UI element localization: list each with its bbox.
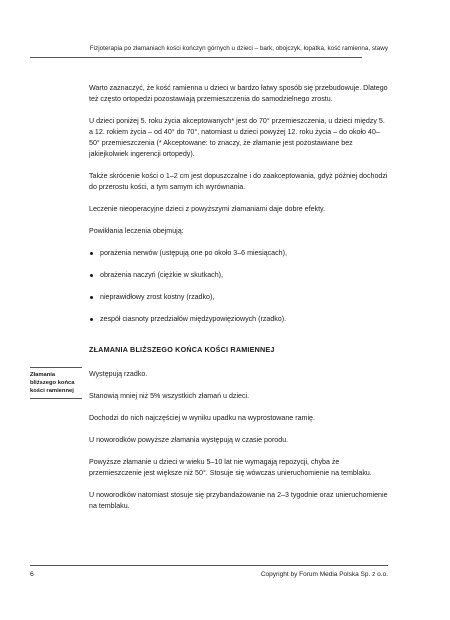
header-divider	[30, 57, 362, 58]
paragraph: Także skrócenie kości o 1–2 cm jest dopuszczalne i do zaakceptowania, gdyż później dochodzi do przerostu kości, a tym samym ich wyrównania.	[89, 172, 388, 191]
page-number: 6	[30, 571, 34, 578]
running-header: Fizjoterapia po złamaniach kości kończyn górnych u dzieci – bark, obojczyk, łopatka, kość ramienna, stawy	[89, 45, 388, 52]
list-item: nieprawidłowy zrost kostny (rzadko),	[89, 292, 389, 303]
list-item: porażenia nerwów (ustępują one po około 3–6 miesiącach),	[89, 248, 389, 259]
paragraph: Występują rzadko.	[89, 370, 148, 378]
margin-note: Złamania bliższego końca kości ramiennej	[30, 367, 82, 399]
section-text	[89, 369, 389, 523]
complications-list	[89, 248, 389, 325]
paragraph: Warto zaznaczyć, że kość ramienna u dzieci w bardzo łatwy sposób się przebudowuje. Dlatego też często ortopedzi pozostawiają przemieszczenia do samodzielnego zrostu.	[89, 84, 388, 103]
paragraph: U dzieci poniżej 5. roku życia akceptowanych* jest do 70° przemieszczenia, u dzieci między 5. a 12. rokiem życia – od 40° do 70°, natomiast u dzieci powyżej 12. roku życia – do około 40–50° przemieszczenia (* Akceptowane: to znaczy, że złamanie jest pozostawiane bez jakiejkolwiek ingerencji ortopedy).	[89, 117, 385, 158]
paragraph: Leczenie nieoperacyjne dzieci z powyższymi złamaniami daje dobre efekty.	[89, 205, 326, 213]
paragraph: Powikłania leczenia obejmują:	[89, 227, 184, 235]
paragraph: Dochodzi do nich najczęściej w wyniku upadku na wyprostowane ramię.	[89, 414, 315, 422]
section-heading: ZŁAMANIA BLIŻSZEGO KOŃCA KOŚCI RAMIENNEJ	[89, 345, 275, 354]
paragraph: U noworodków powyższe złamania występują w czasie porodu.	[89, 436, 289, 444]
list-item: zespół ciasnoty przedziałów międzypowięziowych (rzadko).	[89, 314, 389, 325]
paragraph: Stanowią mniej niż 5% wszystkich złamań u dzieci.	[89, 392, 250, 400]
intro-text	[89, 83, 389, 336]
copyright-notice: Copyright by Forum Media Polska Sp. z o.o.	[260, 571, 388, 578]
paragraph: Powyższe złamanie u dzieci w wieku 5–10 lat nie wymagają repozycji, chyba że przemieszczenie jest większe niż 50°. Stosuje się wówczas unieruchomienie na temblaku.	[89, 458, 372, 477]
footer-divider	[30, 565, 388, 566]
paragraph: U noworodków natomiast stosuje się przybandażowanie na 2–3 tygodnie oraz unieruchomienie na temblaku.	[89, 491, 388, 510]
list-item: obrażenia naczyń (ciężkie w skutkach),	[89, 270, 389, 281]
